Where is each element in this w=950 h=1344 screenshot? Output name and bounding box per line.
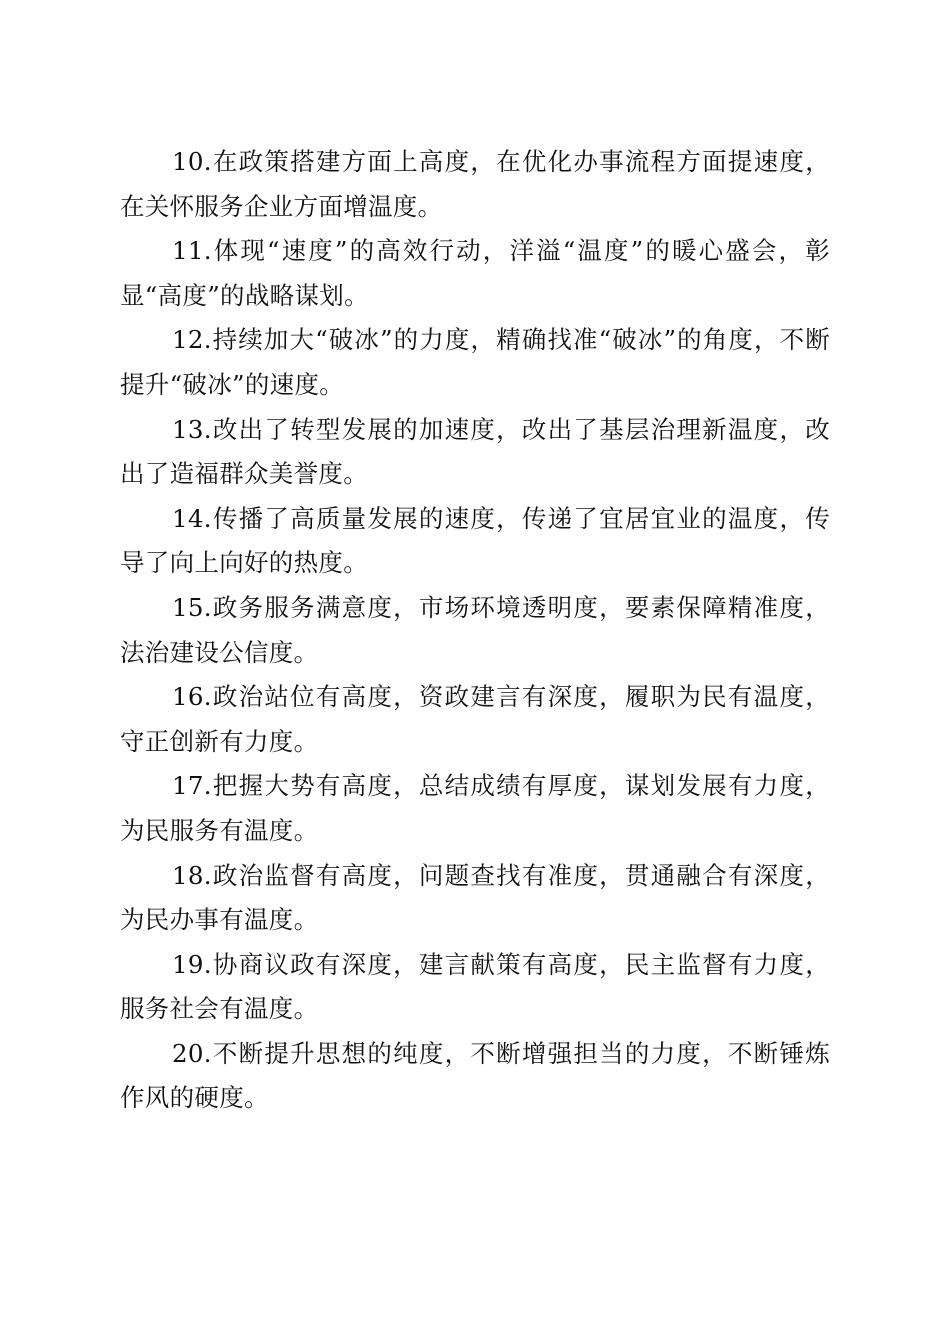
paragraph-17: 17.把握大势有高度，总结成绩有厚度，谋划发展有力度，为民服务有温度。 bbox=[120, 771, 830, 845]
paragraph-19: 19.协商议政有深度，建言献策有高度，民主监督有力度，服务社会有温度。 bbox=[120, 949, 830, 1024]
paragraph-15: 15.政务服务满意度，市场环境透明度，要素保障精准度，法治建设公信度。 bbox=[120, 592, 830, 667]
paragraph-16: 16.政治站位有高度，资政建言有深度，履职为民有温度，守正创新有力度。 bbox=[120, 682, 830, 756]
paragraph-12: 12.持续加大“破冰”的力度，精确找准“破冰”的角度，不断提升“破冰”的速度。 bbox=[120, 325, 830, 399]
paragraph-13: 13.改出了转型发展的加速度，改出了基层治理新温度，改出了造福群众美誉度。 bbox=[120, 414, 830, 489]
paragraph-10: 10.在政策搭建方面上高度，在优化办事流程方面提速度，在关怀服务企业方面增温度。 bbox=[120, 147, 830, 221]
paragraph-11: 11.体现“速度”的高效行动，洋溢“温度”的暖心盛会，彰显“高度”的战略谋划。 bbox=[120, 236, 830, 310]
paragraph-14: 14.传播了高质量发展的速度，传递了宜居宜业的温度，传导了向上向好的热度。 bbox=[120, 503, 830, 578]
paragraph-18: 18.政治监督有高度，问题查找有准度，贯通融合有深度，为民办事有温度。 bbox=[120, 860, 830, 935]
paragraph-20: 20.不断提升思想的纯度，不断增强担当的力度，不断锤炼作风的硬度。 bbox=[120, 1038, 830, 1113]
document-body bbox=[120, 140, 830, 1121]
